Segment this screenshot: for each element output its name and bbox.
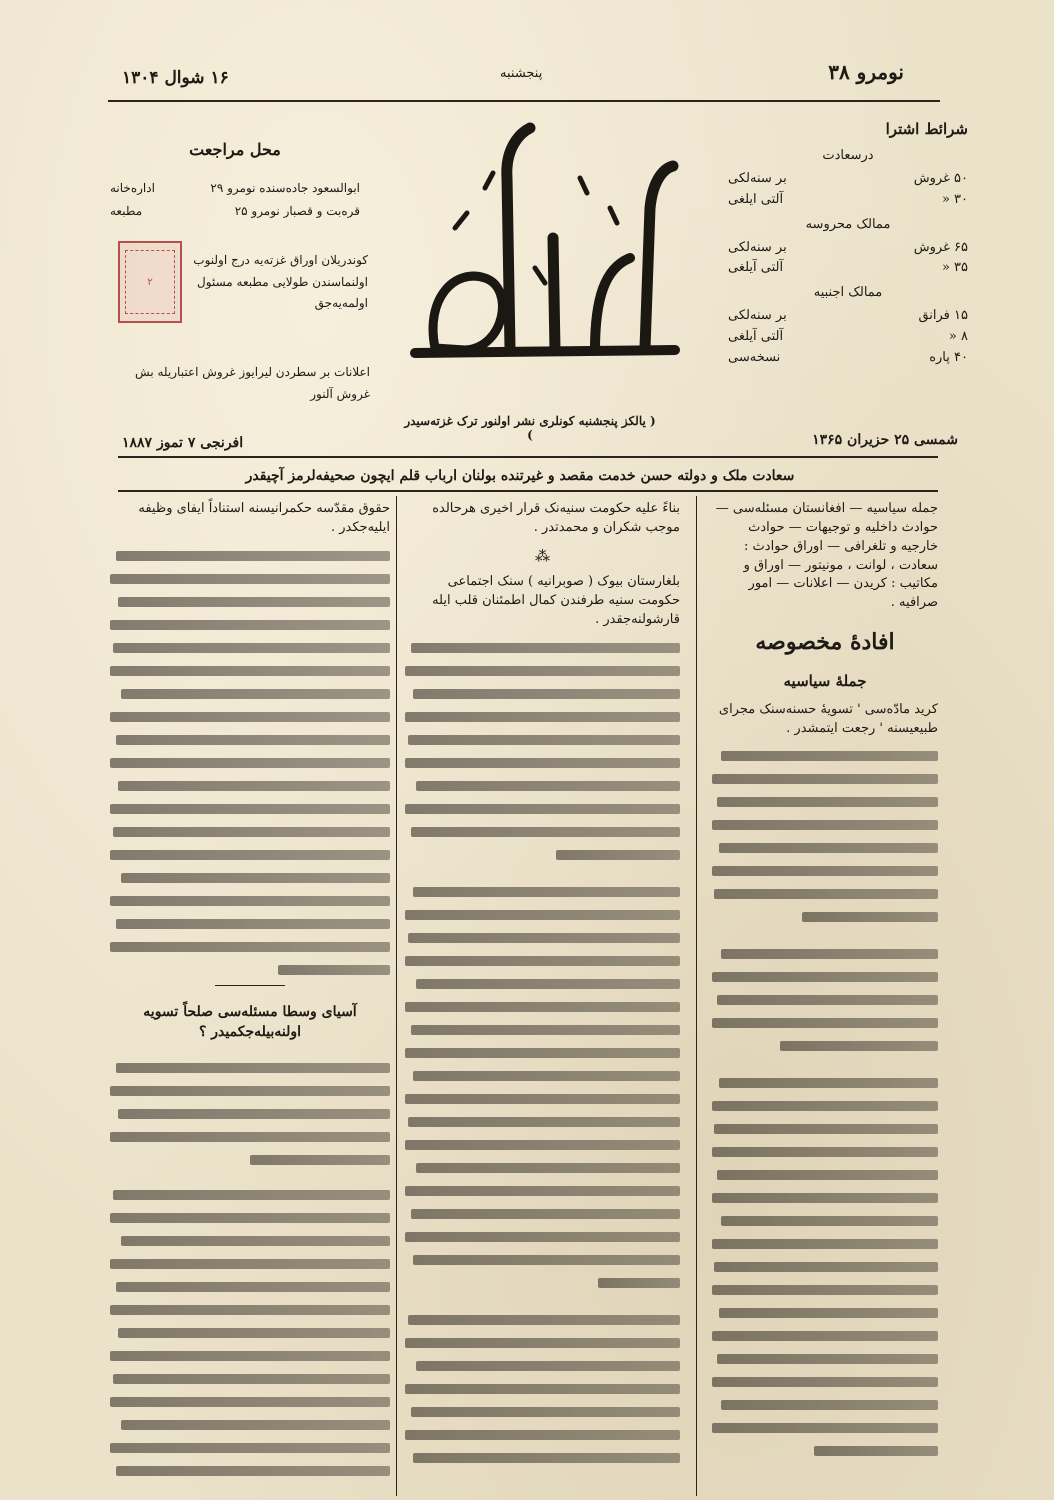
price-row: نسخه‌سی ۴۰ پاره xyxy=(728,349,968,365)
central-asia-title: آسیای وسطا مسئله‌سی صلحاً تسویه اولنه‌بیله‌جکمیدر ؟ xyxy=(143,1003,357,1040)
article-body xyxy=(110,1042,390,1476)
subscription-title: شرائط اشترا xyxy=(885,120,968,138)
revenue-stamp xyxy=(118,241,182,323)
issue-number: نومرو ۳۸ xyxy=(828,60,904,84)
lead-paragraph: کرید مادّه‌سی ' تسویهٔ حسنه‌سنک مجرای طبیعیسنه ' رجعت ایتمشدر . xyxy=(718,701,938,736)
contents-list: جمله سیاسیه — افغانستان مسئله‌سی — حوادث داخلیه و توجیهات — حوادث خارجیه و تلغرافی — اوراق حوادث : سعادت ، لوانت ، مونیتور — اوراق و مکاتیب : کریدن — اعلانات — امور صرافیه . xyxy=(715,501,938,611)
header-rule xyxy=(108,100,940,102)
motto: سعادت ملک و دولته حسن خدمت مقصد و غیرتنده بولنان ارباب قلم ایچون صحیفه‌لرمز آچیقدر xyxy=(245,468,795,484)
price-row: بر سنه‌لکی ۶۵ غروش xyxy=(728,239,968,255)
price-row: آلتی ایلغی ۳۰ « xyxy=(728,191,968,207)
solar-date: شمسی ۲۵ حزیران ۱۳۶۵ xyxy=(812,432,958,448)
column-middle xyxy=(405,500,680,1463)
article-body xyxy=(110,551,390,975)
column-left xyxy=(110,500,390,1476)
lead-paragraph: حقوق مقدّسه حکمرانیسنه استناداً ایفای وظیفه ایلیه‌جکدر . xyxy=(138,501,390,535)
special-notice-title: افادهٔ مخصوصه xyxy=(755,629,895,656)
price-row: بر سنه‌لکی ۵۰ غروش xyxy=(728,171,968,186)
masthead-calligraphy xyxy=(395,118,695,388)
reference-title: محل مراجعت xyxy=(189,140,281,159)
region-name: ممالک اجنبیه xyxy=(813,285,883,301)
hijri-date: ۱۶ شوال ۱۳۰۴ xyxy=(122,68,229,88)
column-rule-left xyxy=(396,496,397,1496)
political-section-title: جملهٔ سیاسیه xyxy=(783,671,867,690)
motto-rule-top xyxy=(118,456,938,458)
tagline: ( یالکز پنجشنبه کونلری نشر اولنور ترک غزته‌سیدر ) xyxy=(404,414,656,442)
article-body xyxy=(712,751,938,1456)
section-stars: ⁂ xyxy=(535,546,550,565)
column-right xyxy=(712,500,938,1456)
gregorian-date: افرنجی ۷ تموز ۱۸۸۷ xyxy=(122,435,244,451)
subscription-box xyxy=(728,120,968,369)
motto-rule-bottom xyxy=(118,490,938,492)
section-separator xyxy=(215,985,285,986)
price-row: بر سنه‌لکی ۱۵ فرانق xyxy=(728,308,968,324)
price-row: آلتی آیلغی ۸ « xyxy=(728,328,968,344)
reference-row: اداره‌خانه ابوالسعود جاده‌سنده نومرو ۲۹ xyxy=(110,181,360,195)
article-body xyxy=(405,643,680,1463)
editorial-note: کوندریلان اوراق غزته‌یه درج اولنوب اولنماسندن طولایی مطبعه مسئول اولمه‌یه‌جق xyxy=(193,253,368,311)
weekday: پنجشنبه xyxy=(500,66,543,81)
stamp-value: ۲ xyxy=(125,250,175,314)
lead-paragraph: بناءً علیه حکومت سنیه‌نک قرار اخیری هرحالده موجب شکران و محمدتدر . xyxy=(432,501,680,535)
reference-box xyxy=(110,140,360,223)
price-row: آلتی آیلغی ۳۵ « xyxy=(728,260,968,276)
region-name: ممالک محروسه xyxy=(805,216,891,232)
advertising-note: اعلانات بر سطردن لیرایوز غروش اعتباریله بش غروش آلنور xyxy=(135,365,370,401)
column-rule-right xyxy=(696,496,697,1496)
bulgaria-paragraph: بلغارستان بیوک ( صوبرانیه ) سنک اجتماعی حکومت سنیه طرفندن کمال اطمئنان قلب ایله قارشولنه‌جقدر . xyxy=(432,574,680,628)
reference-row: مطبعه قره‌بت و قصبار نومرو ۲۵ xyxy=(110,203,360,218)
region-name: درسعادت xyxy=(822,148,874,163)
